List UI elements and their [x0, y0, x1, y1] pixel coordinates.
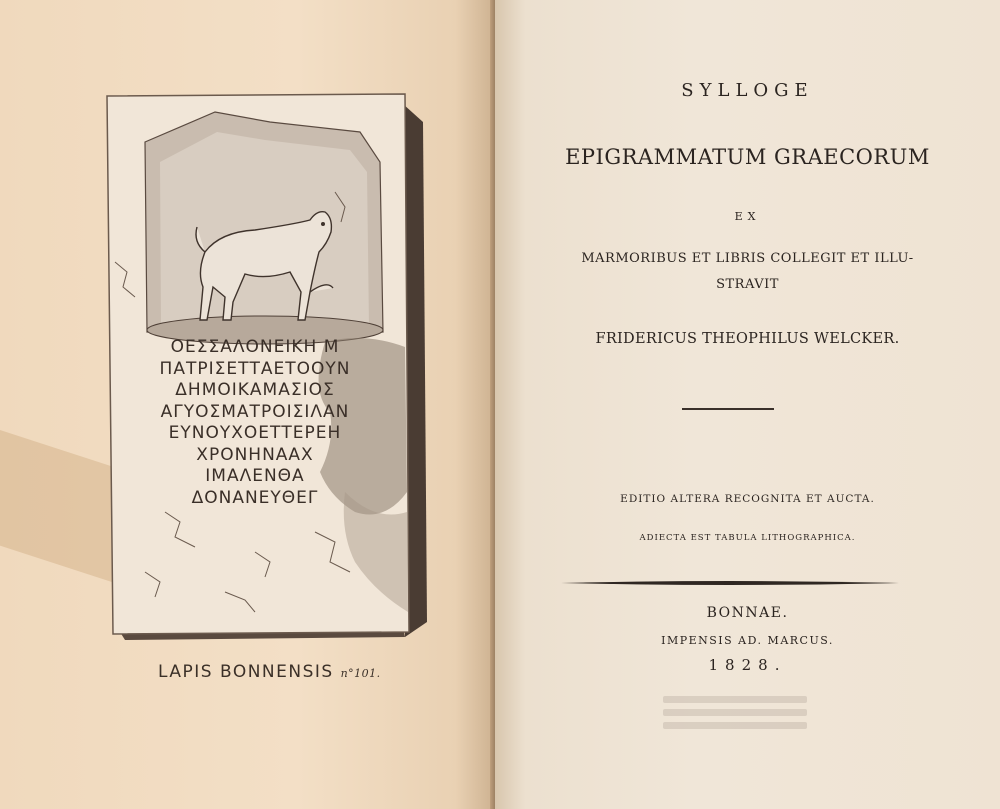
title-main: EPIGRAMMATUM GRAECORUM [565, 145, 930, 169]
edition-note: EDITIO ALTERA RECOGNITA ET AUCTA. [620, 493, 875, 505]
inscription-line: ΧΡΟΝΗΝΑΑΧ [196, 444, 314, 465]
inscription-line: ΟΕΣΣΑΛΟΝΕΙΚΗ Μ [170, 337, 340, 357]
faded-library-stamp [655, 690, 815, 738]
adiecta-note: ADIECTA EST TABULA LITHOGRAPHICA. [639, 533, 856, 543]
long-rule-divider [561, 580, 899, 586]
inscription-line: ΑΓΥΟΣΜΑΤΡΟΙΣΙΛΑΝ [160, 401, 350, 422]
plate-number: n°101. [340, 667, 381, 680]
plate-caption-text: LAPIS BONNENSIS [158, 662, 334, 682]
title-ex: EX [734, 210, 761, 223]
inscription-line: ΔΗΜΟΙΚΑΜΑΣΙΟΣ [175, 380, 335, 400]
left-page-frontispiece [0, 0, 495, 809]
title-subline-2: STRAVIT [716, 277, 779, 292]
inscription-line: ΙΜΑΛΕΝΘΑ [205, 466, 305, 486]
imprint-city: BONNAE. [706, 605, 789, 621]
plate-caption [158, 662, 381, 682]
imprint-publisher: IMPENSIS AD. MARCUS. [661, 634, 834, 647]
author-name: FRIDERICUS THEOPHILUS WELCKER. [595, 331, 900, 347]
stele-lithograph [105, 92, 430, 642]
inscription-line: ΕΥΝΟΥΧΟΕΤΤΕΡΕΗ [168, 423, 342, 443]
inscription-line: ΠΑΤΡΙΣΕΤΤΑΕΤΟΟΥΝ [159, 358, 351, 379]
greek-inscription [115, 337, 395, 509]
imprint-year: 1828. [708, 656, 787, 674]
title-subline-1: MARMORIBUS ET LIBRIS COLLEGIT ET ILLU- [581, 251, 914, 266]
title-sylloge: SYLLOGE [681, 80, 814, 101]
right-page-title [495, 0, 1000, 809]
short-rule-divider [682, 408, 774, 410]
inscription-line: ΔΟΝΑΝΕΥΘΕΓ [191, 487, 319, 508]
